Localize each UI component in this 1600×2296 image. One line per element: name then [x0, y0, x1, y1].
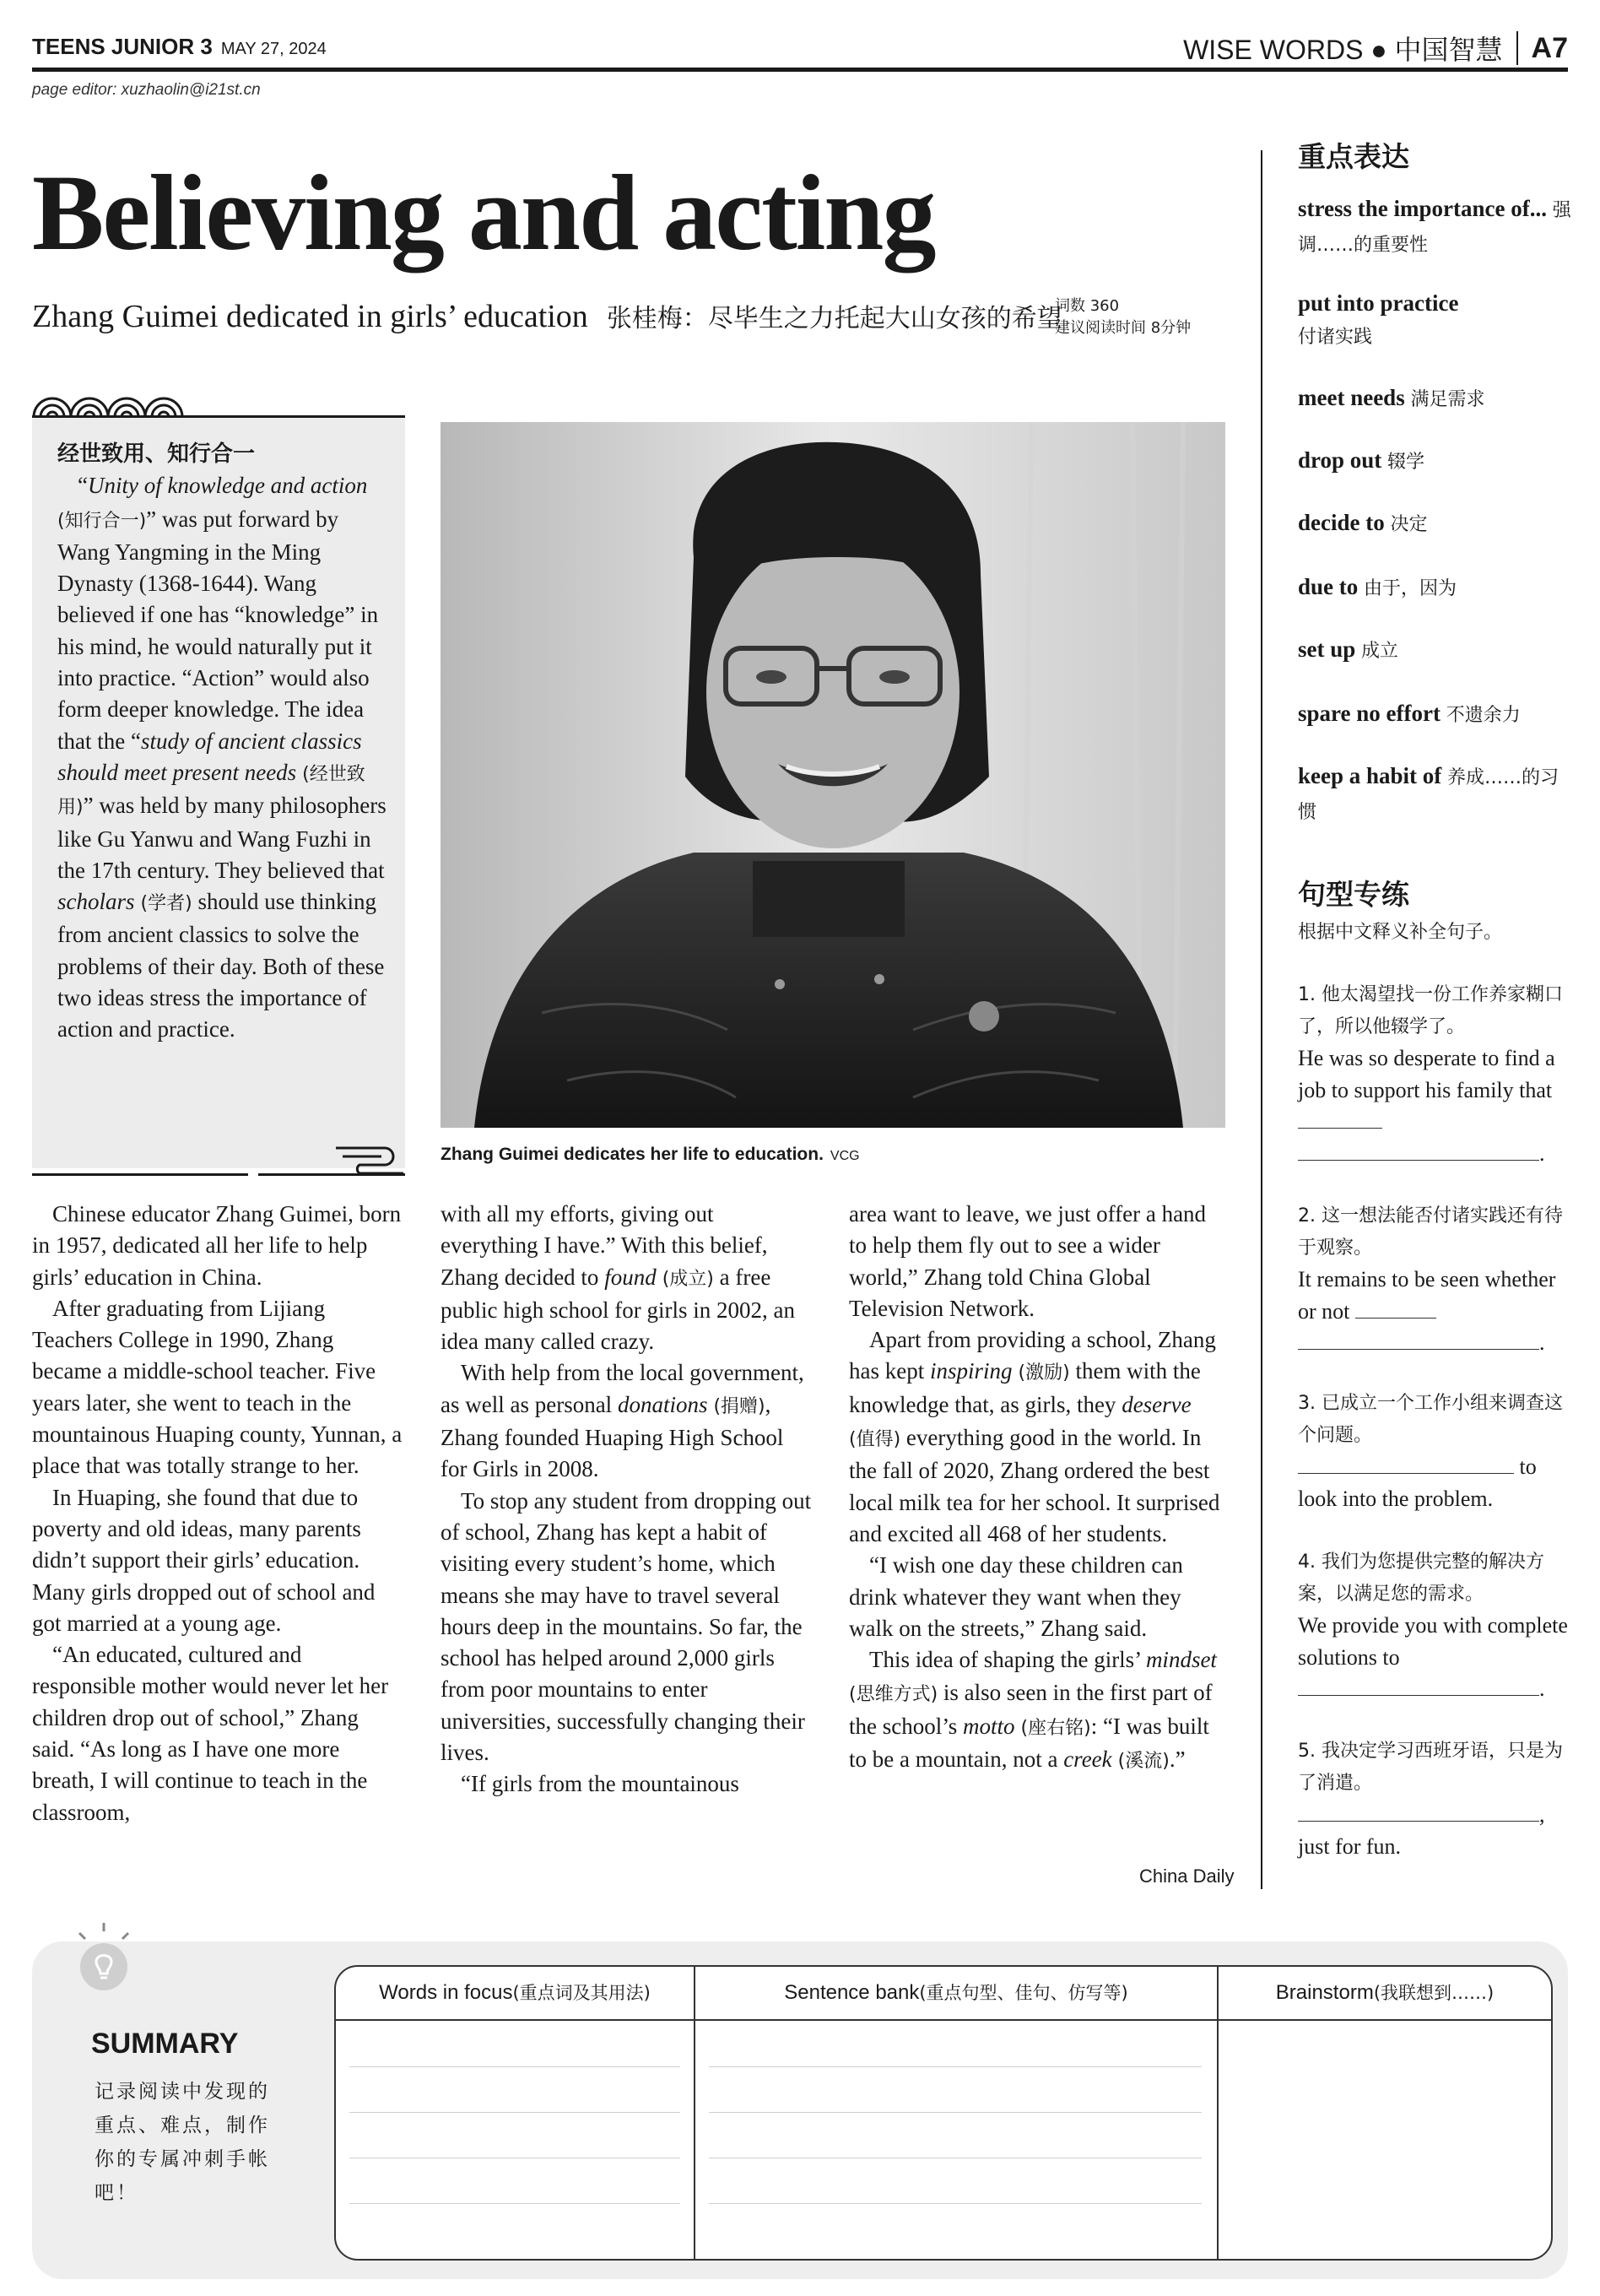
- header-cn: (重点句型、佳句、仿写等): [919, 1983, 1128, 2003]
- note-line[interactable]: [709, 2066, 1202, 2067]
- vocab-word: found: [604, 1264, 657, 1290]
- text-run: everything good in the world. In the fall of 2020, Zhang ordered the best local milk tea for her school. It surprised and excited all 468 of her students.: [849, 1425, 1220, 1546]
- text-run: : “I was built to be a mountain, not a: [849, 1713, 1209, 1773]
- photo-credit: VCG: [830, 1149, 860, 1163]
- question-cn: 2. 这一想法能否付诸实践还有待于观察。: [1298, 1205, 1563, 1259]
- paragraph: [849, 1324, 1220, 1550]
- sidebar-bottom-rule: [32, 1173, 248, 1176]
- paragraph: In Huaping, she found that due to poverty and old ideas, many parents didn’t support their girls’ education. Many girls dropped out of school and got married at a young age.: [32, 1484, 376, 1636]
- sidebar-body-2: ” was held by many philosophers like Gu Yanwu and Wang Fuzhi in the 17th century. They believed that: [57, 793, 386, 883]
- caption-text: Zhang Guimei dedicates her life to education.: [441, 1145, 824, 1164]
- expression-en: decide to: [1298, 510, 1385, 535]
- sidebar-term-classics-cn: (经世致用): [57, 763, 365, 819]
- vocab-gloss: (激励): [1012, 1362, 1070, 1384]
- article-title: Believing and acting: [32, 153, 935, 273]
- sidebar-term-scholars-cn: (学者): [134, 893, 192, 915]
- summary-notes-table: [334, 1965, 1553, 2261]
- paragraph: area want to leave, we just offer a hand to help them fly out to see a wider world,” Zhang told China Global Television Network.: [849, 1201, 1207, 1321]
- note-line[interactable]: [349, 2203, 680, 2204]
- question-cn: 5. 我决定学习西班牙语，只是为了消遣。: [1298, 1741, 1563, 1794]
- portrait-photo: [441, 422, 1225, 1128]
- summary-description: 记录阅读中发现的重点、难点，制作你的专属冲刺手帐吧！: [95, 2081, 270, 2204]
- expression-en: due to: [1298, 574, 1359, 599]
- section-name: TEENS JUNIOR 3: [32, 34, 213, 59]
- question-cn: 4. 我们为您提供完整的解决方案，以满足您的需求。: [1298, 1551, 1544, 1605]
- answer-blank[interactable]: [1298, 1327, 1539, 1350]
- vocab-word: motto: [963, 1713, 1015, 1739]
- header-rule: [32, 68, 1568, 72]
- lightbulb-icon: [68, 1921, 140, 1994]
- answer-blank[interactable]: [1298, 1799, 1539, 1822]
- column-name: WISE WORDS ● 中国智慧: [1183, 35, 1503, 65]
- column-header: [1183, 29, 1568, 68]
- vocab-gloss: (值得): [849, 1429, 901, 1451]
- paragraph: Chinese educator Zhang Guimei, born in 1957, dedicated all her life to help girls’ education in China.: [32, 1201, 402, 1290]
- vocab-word: creek: [1063, 1746, 1112, 1773]
- portrait-illustration: [441, 422, 1225, 1128]
- header-en: Sentence bank: [784, 1981, 920, 2004]
- question-en: look into the problem.: [1298, 1486, 1494, 1511]
- expression-en: spare no effort: [1298, 701, 1441, 726]
- text-run: them with the knowledge that, as girls, they: [849, 1358, 1201, 1417]
- practice-instruction: [1298, 917, 1576, 949]
- vocab-gloss: (思维方式): [849, 1684, 938, 1706]
- expressions-heading: 重点表达: [1298, 140, 1409, 173]
- question-en: just for fun.: [1298, 1833, 1402, 1859]
- sidebar-term-unity: Unity of knowledge and action: [87, 473, 368, 499]
- expression-item: [1298, 697, 1576, 732]
- expression-en: stress the importance of...: [1298, 196, 1547, 221]
- section-label: [32, 34, 327, 60]
- paragraph: After graduating from Lijiang Teachers College in 1990, Zhang became a middle-school teacher. Five years later, she went to teach in the mountainous Huaping county, Yunnan, a place that was totally strange to her.: [32, 1295, 403, 1479]
- answer-blank[interactable]: [1298, 1673, 1539, 1696]
- header-cn: (重点词及其用法): [512, 1983, 651, 2003]
- expression-cn: 成立: [1361, 641, 1399, 662]
- paragraph: “I wish one day these children can drink whatever they want when they walk on the streets,” Zhang said.: [849, 1552, 1183, 1641]
- sidebar-quote-open: “: [78, 473, 88, 499]
- page-number: A7: [1531, 31, 1568, 64]
- vocab-gloss: (成立): [656, 1268, 714, 1290]
- article-column-2: [441, 1199, 812, 1801]
- sidebar-body-1: ” was put forward by Wang Yangming in the Ming Dynasty (1368-1644). Wang believed if one has “knowledge” in his mind, he would naturally put it into practice. “Action” would also form deeper knowledge. The idea that the “: [57, 506, 379, 754]
- sidebar-term-scholars: scholars: [57, 889, 135, 915]
- reading-time: 建议阅读时间 8分钟: [1055, 319, 1192, 337]
- issue-date: MAY 27, 2024: [220, 40, 327, 58]
- wave-ornament-icon: [32, 382, 192, 419]
- scroll-ornament-icon: [334, 1141, 405, 1175]
- answer-blank[interactable]: [1355, 1296, 1436, 1319]
- header-en: Words in focus: [379, 1981, 513, 2004]
- text-run: a free public high school for girls in 2002, an idea many called crazy.: [441, 1264, 795, 1355]
- expression-item: [1298, 192, 1576, 262]
- note-line[interactable]: [349, 2112, 680, 2113]
- question-en: to: [1519, 1454, 1537, 1479]
- expression-item: [1298, 571, 1576, 605]
- paragraph: [441, 1199, 812, 1357]
- notes-header-brainstorm: [1219, 1967, 1551, 2021]
- text-run: Apart from providing a school, Zhang has kept: [849, 1327, 1216, 1384]
- summary-title: SUMMARY: [91, 2028, 239, 2060]
- practice-question-5: 5. 我决定学习西班牙语，只是为了消遣。 , just for fun.: [1298, 1736, 1576, 1862]
- instruction-text: 根据中文释义补全句子。: [1298, 922, 1503, 943]
- answer-blank[interactable]: [1298, 1451, 1514, 1474]
- expression-item: [1298, 506, 1576, 541]
- expression-cn: 养成……的习惯: [1298, 767, 1559, 823]
- header-en: Brainstorm: [1275, 1981, 1374, 2004]
- question-en: We provide you with complete solutions to: [1298, 1613, 1568, 1670]
- column-divider: [1261, 150, 1262, 1889]
- expression-cn: 不遗余力: [1446, 705, 1521, 726]
- expression-cn: 满足需求: [1410, 389, 1485, 410]
- text-run: This idea of shaping the girls’: [869, 1647, 1146, 1673]
- sidebar-heading: 经世致用、知行合一: [57, 441, 256, 467]
- sidebar-top-rule: [32, 415, 405, 418]
- vocab-word: deserve: [1122, 1391, 1192, 1417]
- table-divider: [1217, 1967, 1219, 2259]
- question-en: He was so desperate to find a job to support his family that: [1298, 1046, 1555, 1102]
- question-en: It remains to be seen whether or not: [1298, 1267, 1556, 1324]
- word-count: 词数 360: [1055, 297, 1120, 315]
- answer-blank[interactable]: [1298, 1106, 1382, 1129]
- vocab-word: inspiring: [929, 1358, 1013, 1384]
- practice-question-4: 4. 我们为您提供完整的解决方案，以满足您的需求。 We provide you with complete solutions to .: [1298, 1546, 1576, 1705]
- table-divider: [694, 1967, 695, 2259]
- vocab-gloss: (捐赠): [707, 1395, 765, 1417]
- practice-question-3: [1298, 1388, 1576, 1514]
- reading-info: [1055, 295, 1191, 339]
- expression-item: [1298, 760, 1576, 829]
- text-run: is also seen in the first part of the school’s: [849, 1680, 1213, 1739]
- article-column-1: [32, 1199, 403, 1828]
- practice-question-1: 1. 他太渴望找一份工作养家糊口了，所以他辍学了。 He was so desperate to find a job to support his family that .: [1298, 979, 1576, 1169]
- expression-cn: 由于，因为: [1364, 578, 1457, 599]
- expression-item: [1298, 287, 1576, 354]
- subtitle-cn: 张桂梅：尽毕生之力托起大山女孩的希望: [606, 304, 1062, 333]
- text-run: with all my efforts, giving out everything I have.” With this belief, Zhang decided to: [441, 1201, 768, 1290]
- answer-blank[interactable]: [1298, 1138, 1539, 1161]
- note-line[interactable]: [709, 2112, 1202, 2113]
- expression-en: set up: [1298, 636, 1356, 662]
- article-column-3: [849, 1199, 1220, 1777]
- question-cn: 1. 他太渴望找一份工作养家糊口了，所以他辍学了。: [1298, 984, 1563, 1037]
- text-run: , Zhang founded Huaping High School for Girls in 2008.: [441, 1391, 784, 1482]
- subtitle-en: Zhang Guimei dedicated in girls’ education: [32, 299, 588, 334]
- expression-item: [1298, 444, 1576, 479]
- expression-cn: 付诸实践: [1298, 327, 1373, 348]
- note-line[interactable]: [709, 2203, 1202, 2204]
- question-cn: 3. 已成立一个工作小组来调查这个问题。: [1298, 1393, 1563, 1446]
- practice-question-2: 2. 这一想法能否付诸实践还有待于观察。 It remains to be seen whether or not .: [1298, 1200, 1576, 1359]
- header-divider: [1516, 31, 1518, 65]
- note-line[interactable]: [349, 2066, 680, 2067]
- expression-cn: 辍学: [1387, 452, 1425, 473]
- paragraph: [441, 1357, 812, 1485]
- vocab-gloss: (座右铭): [1014, 1717, 1091, 1739]
- expression-en: keep a habit of: [1298, 763, 1442, 788]
- page-editor: page editor: xuzhaolin@i21st.cn: [32, 81, 261, 99]
- expression-en: put into practice: [1298, 290, 1459, 316]
- expression-cn: 决定: [1390, 514, 1428, 535]
- notes-header-words: [336, 1967, 694, 2021]
- paragraph: [849, 1644, 1220, 1777]
- vocab-gloss: (溪流): [1111, 1751, 1170, 1773]
- paragraph: To stop any student from dropping out of school, Zhang has kept a habit of visiting every student’s home, which means she may have to travel several hours deep in the mountains. So far, the school has helped around 2,000 girls from poor mountains to enter universities, successfully changing their lives.: [441, 1487, 812, 1766]
- vocab-word: donations: [617, 1391, 708, 1417]
- practice-heading: 句型专练: [1298, 878, 1409, 911]
- article-subtitle: [32, 297, 1062, 335]
- sidebar-body-3: should use thinking from ancient classics to solve the problems of their day. Both of these two ideas stress the importance of action and practice.: [57, 889, 385, 1042]
- paragraph: “If girls from the mountainous: [461, 1771, 739, 1797]
- article-source: China Daily: [1139, 1866, 1235, 1887]
- expression-en: drop out: [1298, 447, 1382, 473]
- header-cn: (我联想到……): [1373, 1983, 1495, 2003]
- sidebar-term-unity-cn: (知行合一): [57, 510, 147, 532]
- text-run: With help from the local government, as well as personal: [441, 1360, 804, 1417]
- notes-header-sentences: [695, 1967, 1217, 2021]
- expression-item: [1298, 382, 1576, 416]
- expression-item: [1298, 633, 1576, 668]
- text-run: .”: [1169, 1746, 1186, 1773]
- photo-caption: [441, 1145, 860, 1165]
- vocab-word: mindset: [1145, 1647, 1217, 1673]
- expression-en: meet needs: [1298, 385, 1405, 410]
- sidebar-term-classics: study of ancient classics should meet present needs: [57, 728, 362, 785]
- sidebar-text: [57, 439, 386, 1046]
- paragraph: “An educated, cultured and responsible mother would never let her children drop out of school,” Zhang said. “As long as I have one more breath, I will continue to teach in the classroom,: [32, 1642, 389, 1825]
- expression-cn: 强调……的重要性: [1298, 200, 1571, 256]
